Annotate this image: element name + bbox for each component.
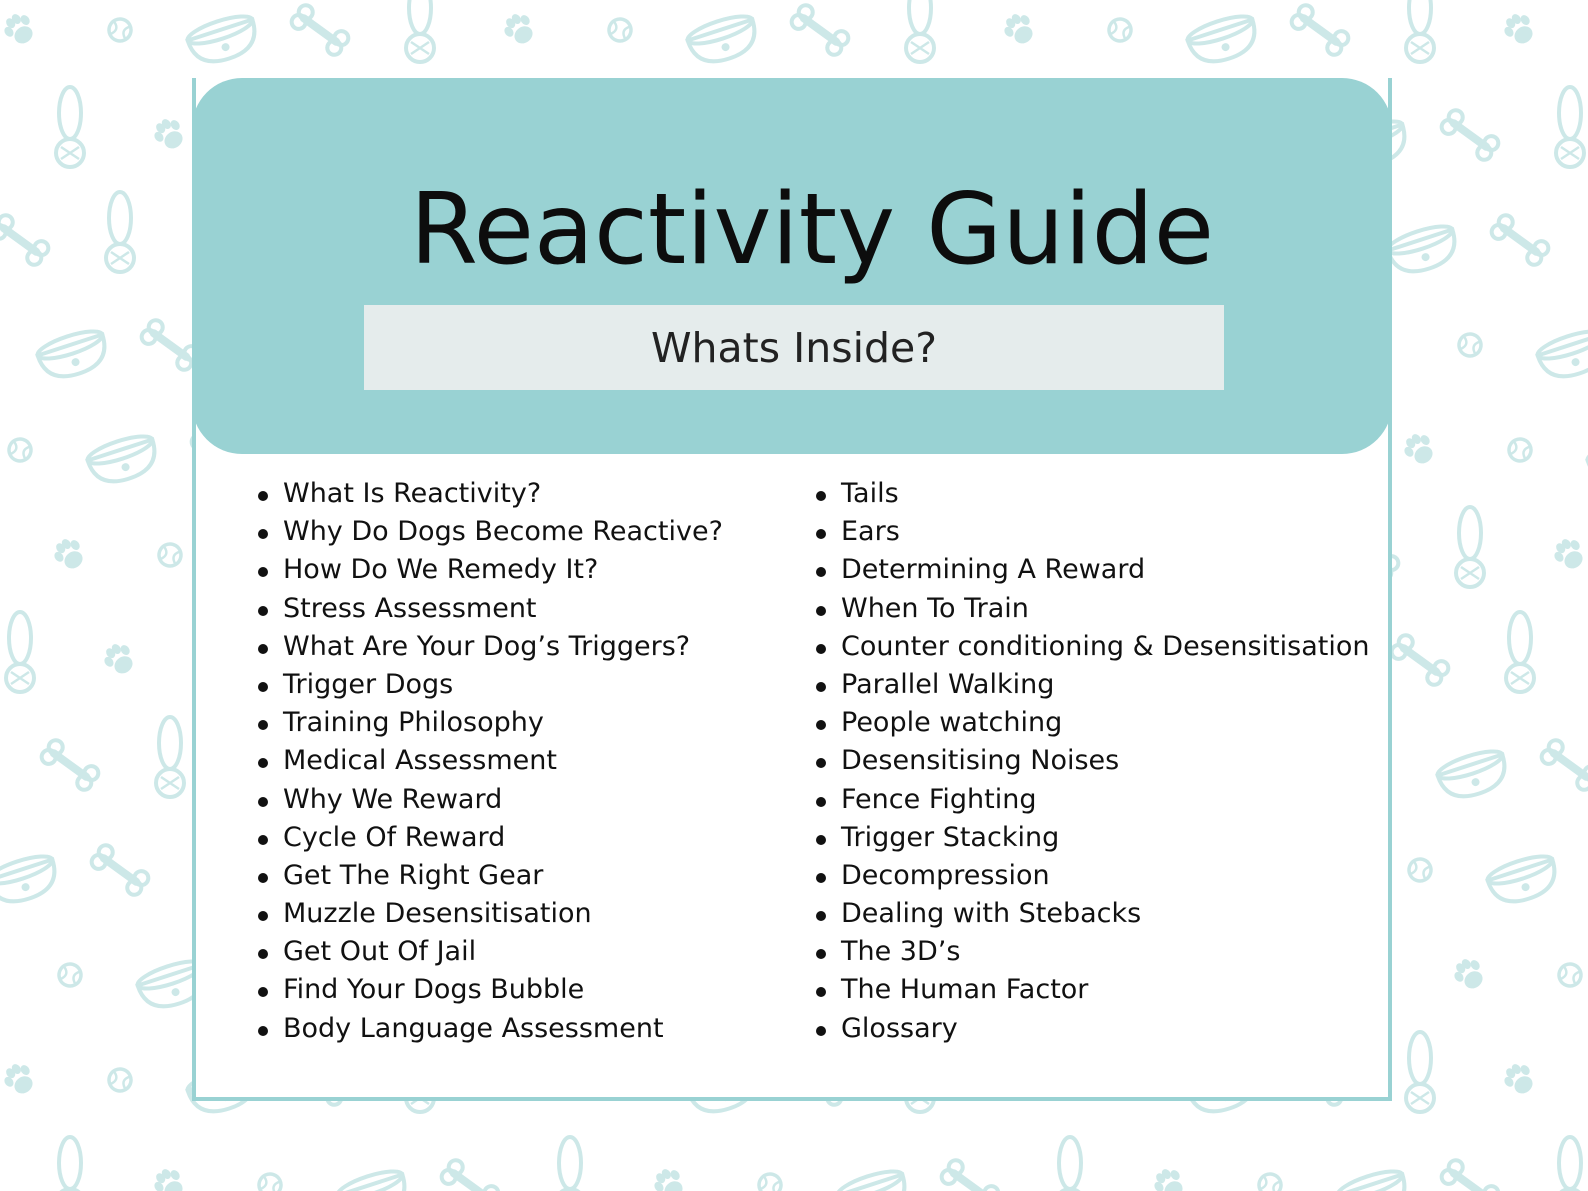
list-item: Medical Assessment xyxy=(258,742,723,780)
bone-icon xyxy=(1489,212,1551,267)
list-item: Cycle Of Reward xyxy=(258,819,723,857)
list-item: The Human Factor xyxy=(816,971,1369,1009)
ball-icon xyxy=(756,1171,784,1191)
rope-toy-icon xyxy=(1556,87,1584,167)
dog-bowl-icon xyxy=(835,1166,912,1191)
bone-icon xyxy=(1289,2,1351,57)
dog-bowl-icon xyxy=(1535,326,1588,384)
list-item: When To Train xyxy=(816,590,1369,628)
paw-icon xyxy=(1500,9,1539,49)
list-item: The 3D’s xyxy=(816,933,1369,971)
bone-icon xyxy=(1389,632,1451,687)
list-item: Counter conditioning & Desensitisation xyxy=(816,628,1369,666)
page-title: Reactivity Guide xyxy=(409,173,1215,287)
rope-toy-icon xyxy=(556,1137,584,1191)
bone-icon xyxy=(1539,737,1588,792)
paw-icon xyxy=(1500,1059,1539,1099)
list-item: Body Language Assessment xyxy=(258,1010,723,1048)
subtitle-banner xyxy=(364,305,1224,390)
dog-bowl-icon xyxy=(1335,1166,1412,1191)
bone-icon xyxy=(289,2,351,57)
bone-icon xyxy=(1439,1157,1501,1191)
paw-icon xyxy=(50,534,89,574)
contents-list-right xyxy=(816,475,1369,1048)
ball-icon xyxy=(6,436,34,464)
paw-icon xyxy=(0,1059,39,1099)
rope-toy-icon xyxy=(1406,0,1434,62)
list-item: Muzzle Desensitisation xyxy=(258,895,723,933)
paw-icon xyxy=(1000,9,1039,49)
dog-bowl-icon xyxy=(0,851,62,909)
paw-icon xyxy=(1550,534,1588,574)
list-item: Trigger Dogs xyxy=(258,666,723,704)
paw-icon xyxy=(0,9,39,49)
list-item: Desensitising Noises xyxy=(816,742,1369,780)
dog-bowl-icon xyxy=(685,11,762,69)
list-item: Find Your Dogs Bubble xyxy=(258,971,723,1009)
paw-icon xyxy=(1400,429,1439,469)
rope-toy-icon xyxy=(1456,507,1484,587)
rope-toy-icon xyxy=(56,1137,84,1191)
subtitle-text: Whats Inside? xyxy=(651,323,937,372)
rope-toy-icon xyxy=(156,717,184,797)
ball-icon xyxy=(606,16,634,44)
list-item: Glossary xyxy=(816,1010,1369,1048)
paw-icon xyxy=(650,1164,689,1191)
ball-icon xyxy=(1506,436,1534,464)
rope-toy-icon xyxy=(106,192,134,272)
list-item: What Are Your Dog’s Triggers? xyxy=(258,628,723,666)
contents-list-left xyxy=(258,475,723,1048)
paw-icon xyxy=(1450,954,1489,994)
paw-icon xyxy=(1150,1164,1189,1191)
list-item: Stress Assessment xyxy=(258,590,723,628)
list-item: Get The Right Gear xyxy=(258,857,723,895)
dog-bowl-icon xyxy=(185,11,262,69)
dog-bowl-icon xyxy=(1435,746,1512,804)
rope-toy-icon xyxy=(406,0,434,62)
dog-bowl-icon xyxy=(1185,11,1262,69)
dog-bowl-icon xyxy=(1485,851,1562,909)
dog-bowl-icon xyxy=(35,326,112,384)
list-item: People watching xyxy=(816,704,1369,742)
list-item: Training Philosophy xyxy=(258,704,723,742)
ball-icon xyxy=(56,961,84,989)
list-item: Ears xyxy=(816,513,1369,551)
bone-icon xyxy=(439,1157,501,1191)
list-item: Tails xyxy=(816,475,1369,513)
rope-toy-icon xyxy=(1556,1137,1584,1191)
rope-toy-icon xyxy=(1506,612,1534,692)
ball-icon xyxy=(1256,1171,1284,1191)
bone-icon xyxy=(939,1157,1001,1191)
bone-icon xyxy=(1439,107,1501,162)
ball-icon xyxy=(1556,961,1584,989)
bone-icon xyxy=(0,212,51,267)
paw-icon xyxy=(500,9,539,49)
rope-toy-icon xyxy=(1056,1137,1084,1191)
list-item: Get Out Of Jail xyxy=(258,933,723,971)
paw-icon xyxy=(150,1164,189,1191)
bone-icon xyxy=(789,2,851,57)
list-item: Trigger Stacking xyxy=(816,819,1369,857)
rope-toy-icon xyxy=(1406,1032,1434,1112)
ball-icon xyxy=(156,541,184,569)
rope-toy-icon xyxy=(6,612,34,692)
ball-icon xyxy=(106,1066,134,1094)
bone-icon xyxy=(89,842,151,897)
list-item: Dealing with Stebacks xyxy=(816,895,1369,933)
bone-icon xyxy=(39,737,101,792)
list-item: What Is Reactivity? xyxy=(258,475,723,513)
list-item: Decompression xyxy=(816,857,1369,895)
dog-bowl-icon xyxy=(335,1166,412,1191)
list-item: Why We Reward xyxy=(258,781,723,819)
list-item: Determining A Reward xyxy=(816,551,1369,589)
ball-icon xyxy=(1106,16,1134,44)
paw-icon xyxy=(150,114,189,154)
list-item: How Do We Remedy It? xyxy=(258,551,723,589)
ball-icon xyxy=(256,1171,284,1191)
ball-icon xyxy=(106,16,134,44)
list-item: Why Do Dogs Become Reactive? xyxy=(258,513,723,551)
rope-toy-icon xyxy=(56,87,84,167)
list-item: Parallel Walking xyxy=(816,666,1369,704)
paw-icon xyxy=(100,639,139,679)
dog-bowl-icon xyxy=(85,431,162,489)
ball-icon xyxy=(1406,856,1434,884)
list-item: Fence Fighting xyxy=(816,781,1369,819)
ball-icon xyxy=(1456,331,1484,359)
rope-toy-icon xyxy=(906,0,934,62)
